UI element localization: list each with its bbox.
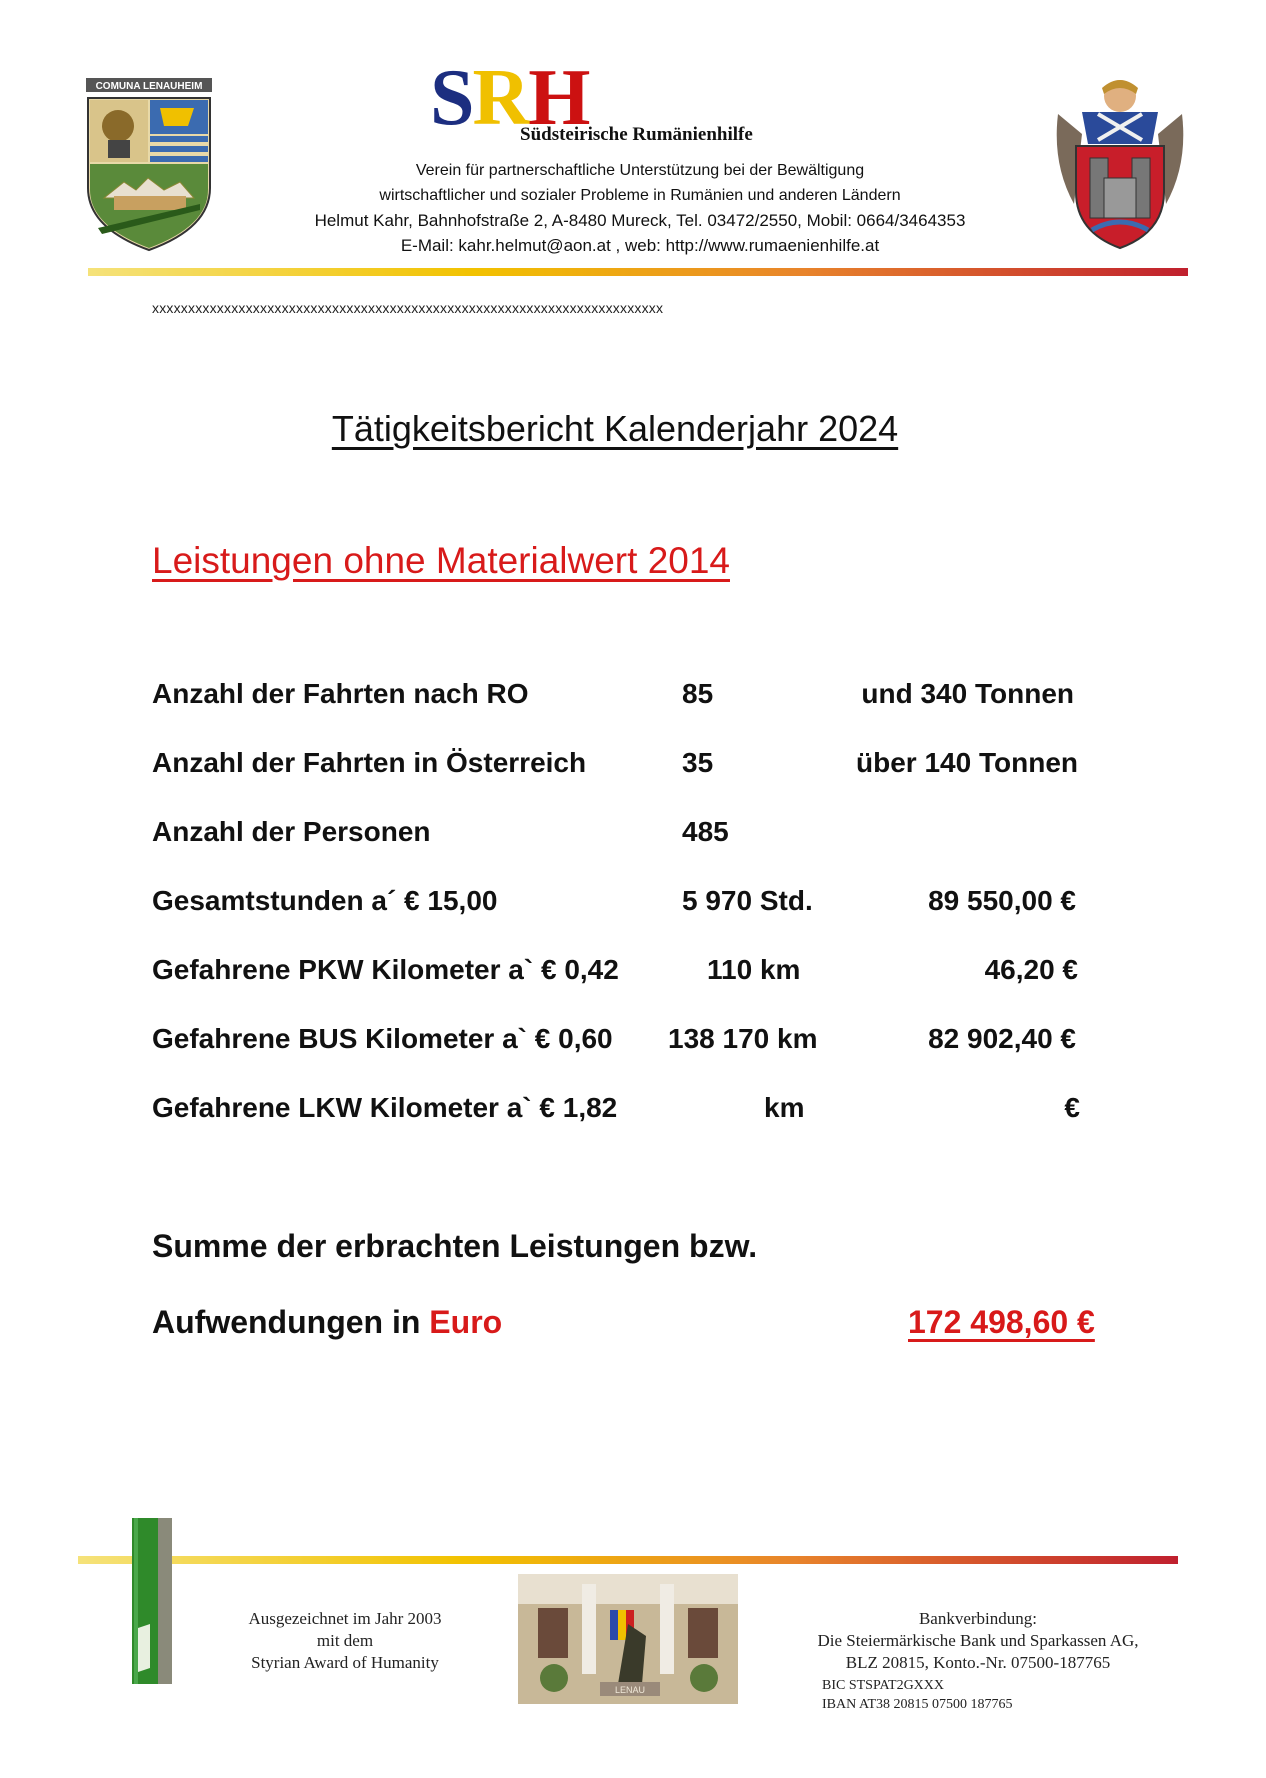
org-description-line1: Verein für partnerschaftliche Unterstützung bei der Bewältigung	[415, 162, 865, 179]
summary-total: 172 498,60 €	[908, 1304, 1095, 1340]
award-line2: mit dem	[316, 1631, 374, 1650]
stat-extra: 82 902,40 €	[928, 1023, 1076, 1054]
bank-codes	[822, 1676, 1013, 1714]
right-coat-of-arms	[1052, 74, 1188, 250]
stat-extra: €	[1064, 1092, 1080, 1123]
separator-line: xxxxxxxxxxxxxxxxxxxxxxxxxxxxxxxxxxxxxxxxxxxxxxxxxxxxxxxxxxxxxxxxxxxxxxx	[152, 300, 664, 316]
email-web-line: E-Mail: kahr.helmut@aon.at , web: http://www.rumaenienhilfe.at	[400, 236, 880, 255]
stat-extra: 89 550,00 €	[928, 885, 1076, 916]
summary-line2	[152, 1304, 502, 1341]
summary-prefix: Aufwendungen in	[152, 1304, 430, 1340]
stat-row-hours	[152, 885, 1092, 925]
section-subtitle: Leistungen ohne Materialwert 2014	[152, 540, 730, 581]
bank-details	[758, 1608, 1198, 1674]
stat-label: Anzahl der Fahrten in Österreich	[152, 747, 587, 778]
left-coat-of-arms	[84, 78, 214, 252]
org-name: Südsteirische Rumänienhilfe	[520, 124, 753, 145]
stat-label: Gesamtstunden a´ € 15,00	[152, 885, 498, 916]
stat-value: 5 970 Std.	[682, 885, 813, 916]
bank-account: BLZ 20815, Konto.-Nr. 07500-187765	[845, 1653, 1111, 1672]
award-trophy-image	[128, 1518, 176, 1684]
stat-value: 35	[682, 747, 714, 778]
award-text	[200, 1608, 490, 1674]
org-description-line2: wirtschaftlicher und sozialer Probleme in Rumänien und anderen Ländern	[379, 187, 901, 204]
stat-row-persons	[152, 816, 1092, 856]
lenau-monument-photo	[518, 1574, 738, 1704]
stat-row-pkw-km	[152, 954, 1092, 994]
footer-divider	[78, 1556, 1178, 1564]
logo-letter-r: R	[472, 54, 529, 142]
iban: IBAN AT38 20815 07500 187765	[822, 1697, 1013, 1712]
stat-row-trips-ro	[152, 678, 1092, 718]
stat-value: 110 km	[707, 954, 801, 985]
stat-value: km	[764, 1092, 805, 1123]
stat-extra: über 140 Tonnen	[856, 747, 1078, 778]
bank-name: Die Steiermärkische Bank und Sparkassen AG,	[817, 1631, 1139, 1650]
photo-caption: LENAU	[614, 1685, 646, 1695]
logo-letter-s: S	[430, 54, 473, 142]
logo-letter-h: H	[528, 54, 589, 142]
award-line3: Styrian Award of Humanity	[251, 1653, 439, 1672]
stat-value: 85	[682, 678, 714, 709]
crest-caption: COMUNA LENAUHEIM	[95, 81, 203, 92]
award-line1: Ausgezeichnet im Jahr 2003	[248, 1609, 442, 1628]
stat-label: Gefahrene BUS Kilometer a` € 0,60	[152, 1023, 613, 1054]
bic: BIC STSPAT2GXXX	[822, 1678, 945, 1693]
stat-row-bus-km	[152, 1023, 1092, 1063]
stat-label: Anzahl der Fahrten nach RO	[152, 678, 529, 709]
contact-line: Helmut Kahr, Bahnhofstraße 2, A-8480 Mureck, Tel. 03472/2550, Mobil: 0664/3464353	[314, 211, 966, 230]
stat-value: 485	[682, 816, 729, 847]
stat-label: Gefahrene LKW Kilometer a` € 1,82	[152, 1092, 618, 1123]
stat-label: Anzahl der Personen	[152, 816, 431, 847]
summary-euro-word: Euro	[429, 1304, 503, 1340]
summary-line1: Summe der erbrachten Leistungen bzw.	[152, 1228, 758, 1264]
stat-label: Gefahrene PKW Kilometer a` € 0,42	[152, 954, 619, 985]
report-title: Tätigkeitsbericht Kalenderjahr 2024	[331, 408, 899, 449]
bank-title: Bankverbindung:	[918, 1609, 1038, 1628]
stat-extra: 46,20 €	[984, 954, 1078, 985]
header-divider	[88, 268, 1188, 276]
stat-extra: und 340 Tonnen	[861, 678, 1074, 709]
stat-value: 138 170 km	[668, 1023, 818, 1054]
stat-row-trips-at	[152, 747, 1092, 787]
stat-row-lkw-km	[152, 1092, 1092, 1132]
